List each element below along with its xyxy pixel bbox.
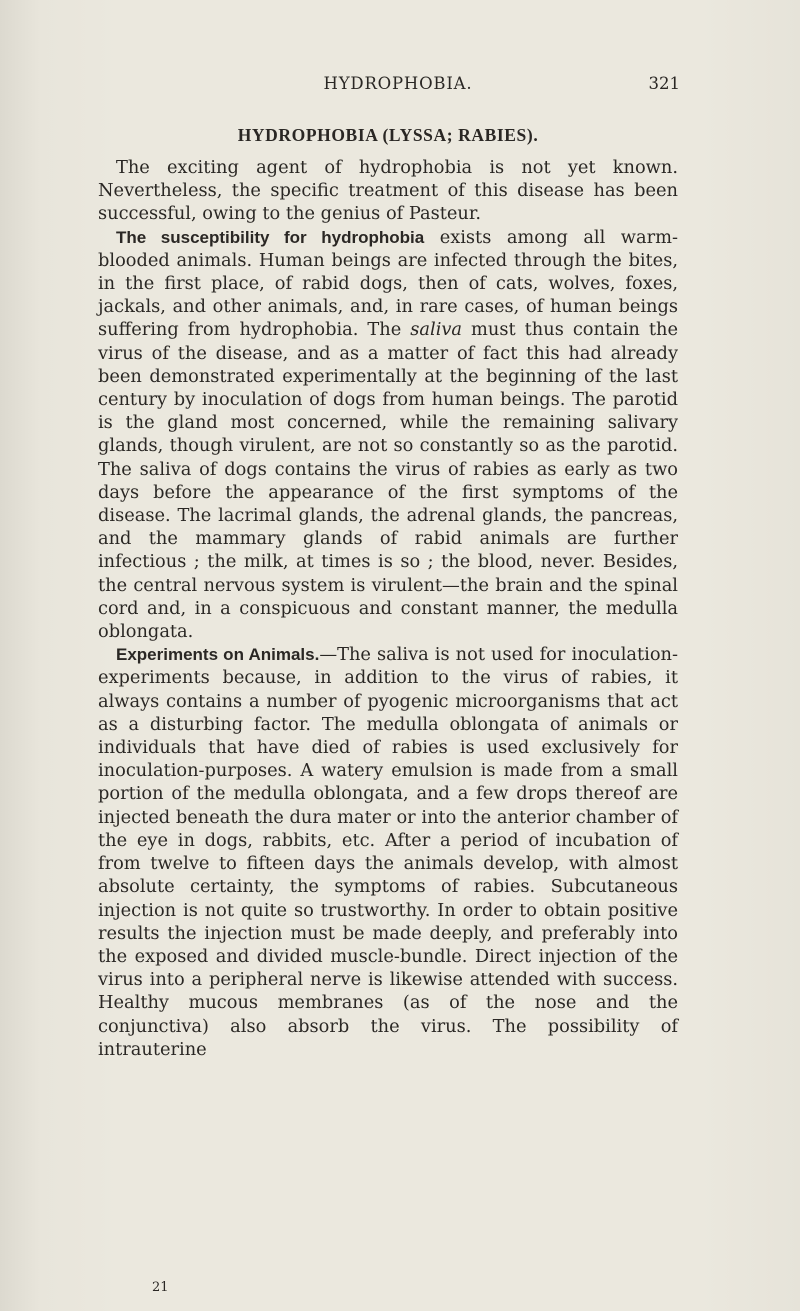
page-body [98,124,678,1061]
paragraph-lead: The susceptibility for hydrophobia [116,227,425,247]
italic-term: saliva [410,319,463,341]
paragraph-intro: The exciting agent of hydrophobia is not yet known. Nevertheless, the specific treatment of this disease has been successful, owing to the genius of Pasteur. [98,157,678,225]
paragraph-susceptibility [98,226,678,644]
paragraph-experiments [98,643,678,1061]
paragraph-text: must thus contain the virus of the disease, and as a matter of fact this had already been demonstrated experimentally at the beginning of the last century by inoculation of dogs from human beings. The parotid is the gland most concerned, while the remaining salivary glands, though virulent, are not so constantly so as the parotid. The saliva of dogs contains the virus of rabies as early as two days before the appearance of the first symptoms of the disease. The lacrimal glands, the adrenal glands, the pancreas, and the mammary glands of rabid animals are further infectious ; the milk, at times is so ; the blood, never. Besides, the central nervous system is virulent—the brain and the spinal cord and, in a conspicuous and constant manner, the medulla oblongata. [98,319,678,643]
paragraph-text: —The saliva is not used for inoculation-experiments because, in addition to the virus of rabies, it always contains a number of pyogenic microorganisms that act as a disturbing factor. The medulla oblongata of animals or individuals that have died of rabies is used exclusively for inoculation-purposes. A watery emulsion is made from a small portion of the medulla oblongata, and a few drops thereof are injected beneath the dura mater or into the anterior chamber of the eye in dogs, rabbits, etc. After a period of incubation of from twelve to fifteen days the animals develop, with almost absolute certainty, the symptoms of rabies. Subcutaneous injection is not quite so trustworthy. In order to obtain positive results the injection must be made deeply, and preferably into the exposed and divided muscle-bundle. Direct injection of the virus into a peripheral nerve is likewise attended with success. Healthy mucous membranes (as of the nose and the conjunctiva) also absorb the virus. The possibility of intrauterine [98,644,678,1060]
paragraph-lead: Experiments on Animals. [116,645,320,665]
running-head [98,74,698,96]
section-title: HYDROPHOBIA (LYSSA; RABIES). [237,125,539,145]
running-title: HYDROPHOBIA. [323,74,473,93]
signature-mark: 21 [152,1280,169,1295]
page-number: 321 [648,74,680,93]
paragraph-text: exists among all warm-blooded animals. Human beings are infected through the bites, in the first place, of rabid dogs, then of cats, wolves, foxes, jackals, and other animals, and, in rare cases, of human beings suffering from hydrophobia. The [98,226,678,341]
